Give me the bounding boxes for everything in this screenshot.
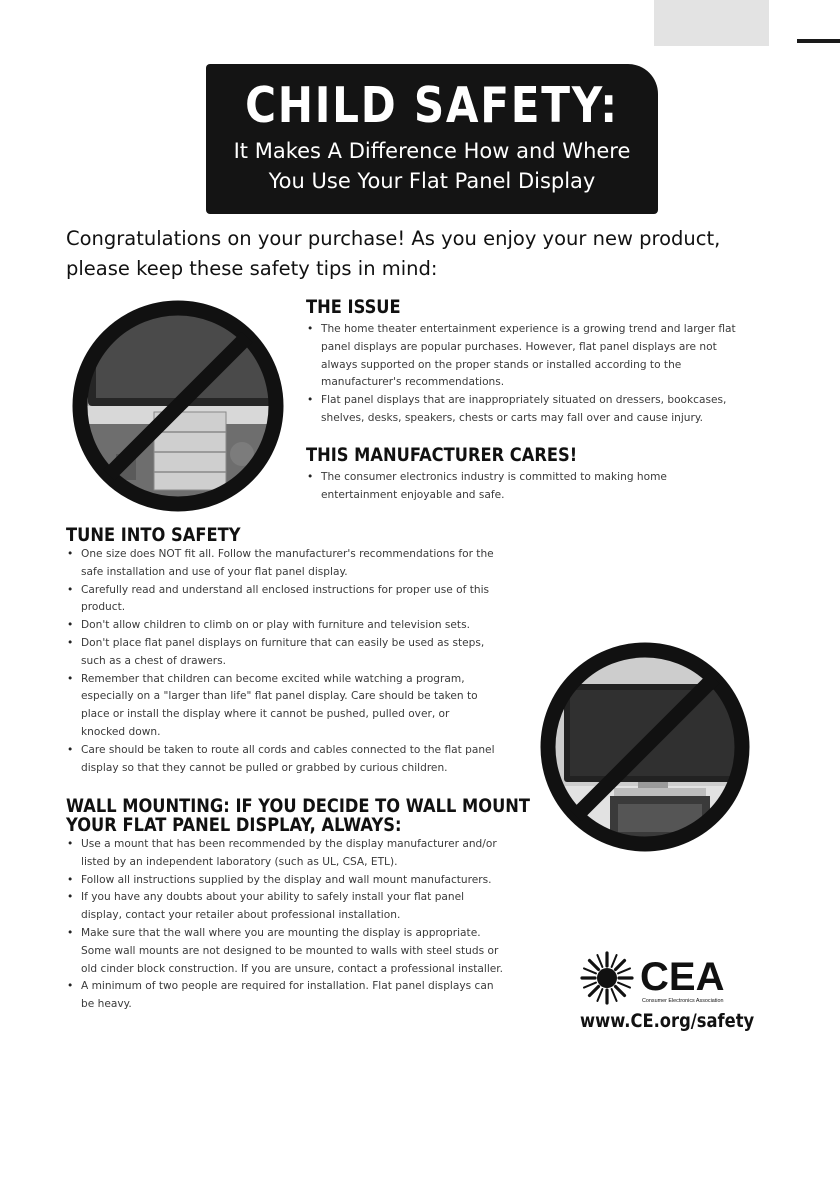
list-item: • Don't allow children to climb on or play with furniture and television sets. [66,617,496,635]
list-item: • Don't place flat panel displays on furniture that can easily be used as steps, such as a chest of drawers. [66,635,496,671]
cares-heading: THIS MANUFACTURER CARES! [306,444,578,466]
list-item: • One size does NOT fit all. Follow the manufacturer's recommendations for the safe installation and use of your flat panel display. [66,546,496,582]
cea-logo [580,950,745,1006]
list-item: • Carefully read and understand all enclosed instructions for proper use of this product. [66,582,496,618]
starburst-icon [582,953,632,1003]
safety-url-link[interactable]: www.CE.org/safety [580,1010,755,1032]
list-item: • The home theater entertainment experience is a growing trend and larger flat panel displays are popular purchases. However, flat panel displays are not always supported on the proper stands or installed according to the manufacturer's recommendations. [306,321,736,392]
cares-list [306,469,736,505]
banner-subtitle-line1: It Makes A Difference How and Where [233,139,631,163]
banner-title: CHILD SAFETY: [245,77,619,134]
cea-wordmark: CEA [640,955,725,999]
wall-heading-line1: WALL MOUNTING: IF YOU DECIDE TO WALL MOUNT [66,796,531,817]
cea-logo-block [580,950,755,1032]
cea-tagline: Consumer Electronics Association [642,998,724,1004]
tune-list [66,546,496,777]
list-item: • Flat panel displays that are inappropriately situated on dressers, bookcases, shelves, desks, speakers, chests or carts may fall over and cause injury. [306,392,736,428]
list-item: • A minimum of two people are required for installation. Flat panel displays can be heavy. [66,978,506,1014]
tune-heading: TUNE INTO SAFETY [66,525,241,546]
prohibited-stand-tv-image [534,636,756,858]
title-banner [206,64,658,214]
list-item: • Follow all instructions supplied by the display and wall mount manufacturers. [66,872,506,890]
prohibited-dresser-tv-image [66,294,290,518]
wall-heading-line2: YOUR FLAT PANEL DISPLAY, ALWAYS: [66,815,402,836]
banner-subtitle-line2: You Use Your Flat Panel Display [268,169,596,193]
issue-list [306,321,736,428]
list-item: • Make sure that the wall where you are mounting the display is appropriate. Some wall mounts are not designed to be mounted to walls with steel studs or old cinder block construction. If you are unsure, contact a professional installer. [66,925,506,978]
issue-section [306,298,736,504]
tune-section [66,526,496,777]
intro-text: Congratulations on your purchase! As you enjoy your new product, please keep these safety tips in mind: [66,227,721,280]
wall-mount-section [66,796,531,1014]
issue-heading: THE ISSUE [306,297,401,318]
wall-list [66,836,506,1014]
list-item: • Remember that children can become excited while watching a program, especially on a "larger than life" flat panel display. Care should be taken to place or install the display where it cannot be pushed, pulled over, or knocked down. [66,671,496,742]
page-corner-tab [654,0,769,46]
page-corner-rule [797,39,840,43]
list-item: • The consumer electronics industry is committed to making home entertainment enjoyable and safe. [306,469,736,505]
list-item: • Use a mount that has been recommended by the display manufacturer and/or listed by an independent laboratory (such as UL, CSA, ETL). [66,836,506,872]
list-item: • If you have any doubts about your ability to safely install your flat panel display, contact your retailer about professional installation. [66,889,506,925]
list-item: • Care should be taken to route all cords and cables connected to the flat panel display so that they cannot be pulled or grabbed by curious children. [66,742,496,778]
